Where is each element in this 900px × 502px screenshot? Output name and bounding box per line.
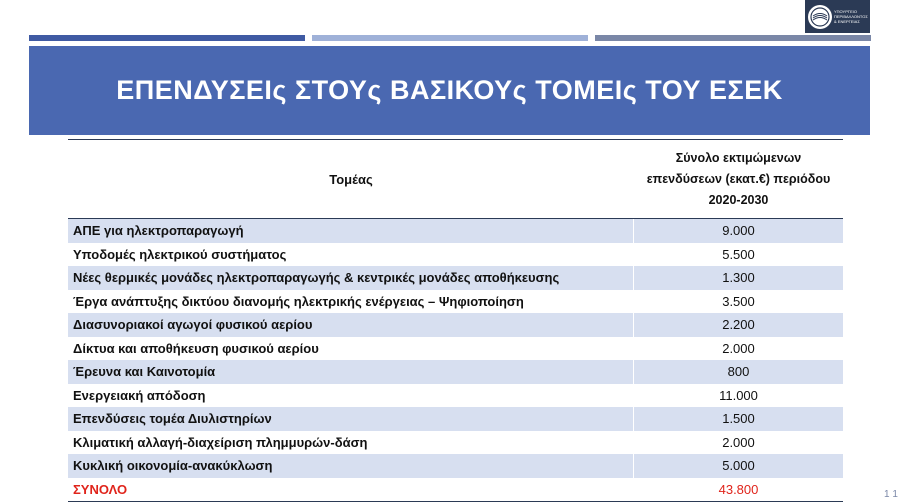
- ministry-emblem-icon: [808, 5, 832, 29]
- table-row: [68, 337, 843, 361]
- header-total-line2: επενδύσεων (εκατ.€) περιόδου: [647, 172, 831, 186]
- table-row: [68, 431, 843, 455]
- row-sector: Διασυνοριακοί αγωγοί φυσικού αερίου: [68, 313, 634, 337]
- row-value: 2.000: [634, 337, 843, 361]
- table-row: [68, 454, 843, 478]
- header-total-line1: Σύνολο εκτιμώμενων: [676, 151, 801, 165]
- table-row: [68, 243, 843, 267]
- investment-table: [68, 139, 843, 502]
- row-sector: Έργα ανάπτυξης δικτύου διανομής ηλεκτρικής ενέργειας – Ψηφιοποίηση: [68, 290, 634, 314]
- top-bar-gray: [595, 35, 871, 41]
- table-row: [68, 266, 843, 290]
- row-value: 800: [634, 360, 843, 384]
- row-sector: Δίκτυα και αποθήκευση φυσικού αερίου: [68, 337, 634, 361]
- table-header: [68, 140, 843, 219]
- ministry-logo-text: ΥΠΟΥΡΓΕΙΟ ΠΕΡΙΒΑΛΛΟΝΤΟΣ & ΕΝΕΡΓΕΙΑΣ: [834, 9, 868, 24]
- slide-title-band: [29, 46, 870, 135]
- row-sector: Επενδύσεις τομέα Διυλιστηρίων: [68, 407, 634, 431]
- row-sector: Νέες θερμικές μονάδες ηλεκτροπαραγωγής & κεντρικές μονάδες αποθήκευσης: [68, 266, 634, 290]
- header-sector: Τομέας: [68, 140, 634, 218]
- slide-title: ΕΠΕΝΔΥΣΕΙς ΣΤΟΥς ΒΑΣΙΚΟΥς ΤΟΜΕΙς ΤΟΥ ΕΣΕΚ: [116, 75, 783, 106]
- row-sector: ΑΠΕ για ηλεκτροπαραγωγή: [68, 219, 634, 243]
- header-total-line3: 2020-2030: [709, 193, 769, 207]
- top-bar-light: [312, 35, 588, 41]
- row-sector: Ενεργειακή απόδοση: [68, 384, 634, 408]
- row-value: 1.300: [634, 266, 843, 290]
- header-total: [634, 140, 843, 218]
- row-value: 9.000: [634, 219, 843, 243]
- row-value: 2.000: [634, 431, 843, 455]
- total-row: [68, 478, 843, 502]
- table-row: [68, 384, 843, 408]
- row-value: 5.000: [634, 454, 843, 478]
- row-sector: Κυκλική οικονομία-ανακύκλωση: [68, 454, 634, 478]
- page-number: 1 1: [884, 489, 898, 500]
- row-sector: Έρευνα και Καινοτομία: [68, 360, 634, 384]
- row-sector: Υποδομές ηλεκτρικού συστήματος: [68, 243, 634, 267]
- table-row: [68, 219, 843, 243]
- total-label: ΣΥΝΟΛΟ: [68, 478, 634, 502]
- table-row: [68, 360, 843, 384]
- row-sector: Κλιματική αλλαγή-διαχείριση πλημμυρών-δάση: [68, 431, 634, 455]
- row-value: 11.000: [634, 384, 843, 408]
- table-row: [68, 290, 843, 314]
- ministry-logo: [805, 0, 870, 33]
- row-value: 1.500: [634, 407, 843, 431]
- row-value: 2.200: [634, 313, 843, 337]
- table-row: [68, 313, 843, 337]
- top-bar-dark: [29, 35, 305, 41]
- row-value: 3.500: [634, 290, 843, 314]
- row-value: 5.500: [634, 243, 843, 267]
- table-row: [68, 407, 843, 431]
- total-value: 43.800: [634, 478, 843, 502]
